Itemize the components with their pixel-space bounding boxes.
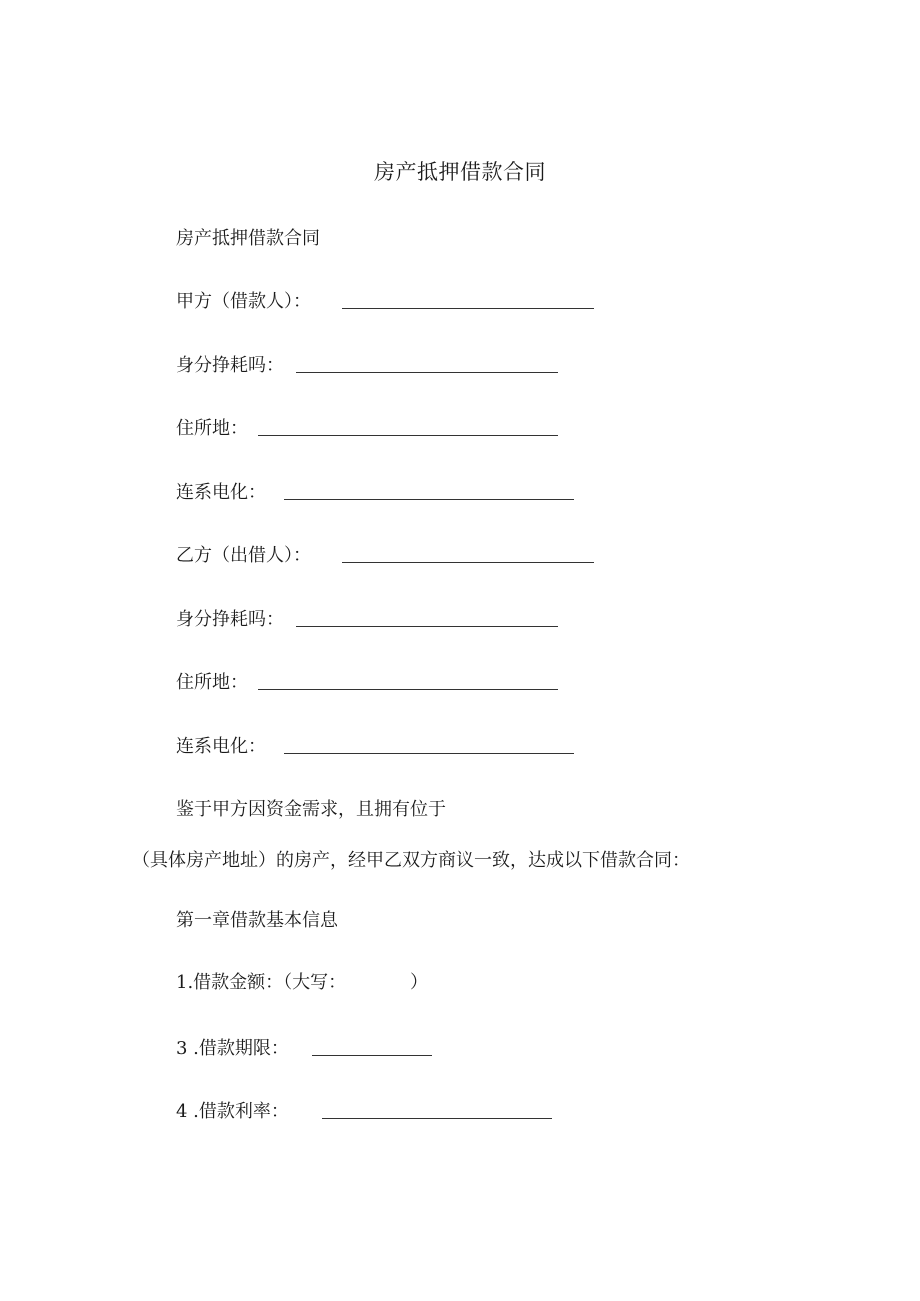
loan-amount-close-paren: ）	[410, 972, 428, 993]
chapter-1-heading: 第一章借款基本信息	[176, 910, 338, 931]
party-a-phone-label: 连系电化：	[176, 482, 266, 503]
party-a-id-blank	[296, 372, 558, 373]
party-b-name-blank	[342, 562, 594, 563]
document-title: 房产抵押借款合同	[374, 160, 546, 184]
recital-line-2: （具体房产地址）的房产，经甲乙双方商议一致，达成以下借款合同：	[132, 850, 690, 871]
party-a-address-blank	[258, 435, 558, 436]
loan-rate-label: 4 .借款利率：	[176, 1101, 289, 1122]
party-b-phone-label: 连系电化：	[176, 736, 266, 757]
party-a-name-blank	[342, 308, 594, 309]
loan-amount-label: 1.借款金额：（大写：	[176, 972, 347, 993]
party-a-address-label: 住所地：	[176, 418, 248, 439]
party-b-phone-blank	[284, 753, 574, 754]
party-a-phone-blank	[284, 499, 574, 500]
party-b-id-blank	[296, 626, 558, 627]
party-b-address-label: 住所地：	[176, 672, 248, 693]
recital-line-1: 鉴于甲方因资金需求，且拥有位于	[176, 799, 446, 820]
party-b-label: 乙方（出借人）：	[176, 545, 311, 566]
party-b-id-label: 身分挣耗吗：	[176, 609, 284, 630]
loan-term-blank	[312, 1055, 432, 1056]
party-a-label: 甲方（借款人）：	[176, 291, 311, 312]
party-b-address-blank	[258, 689, 558, 690]
contract-subtitle: 房产抵押借款合同	[176, 228, 320, 249]
party-a-id-label: 身分挣耗吗：	[176, 355, 284, 376]
loan-rate-blank	[322, 1118, 552, 1119]
loan-term-label: 3 .借款期限：	[176, 1038, 289, 1059]
